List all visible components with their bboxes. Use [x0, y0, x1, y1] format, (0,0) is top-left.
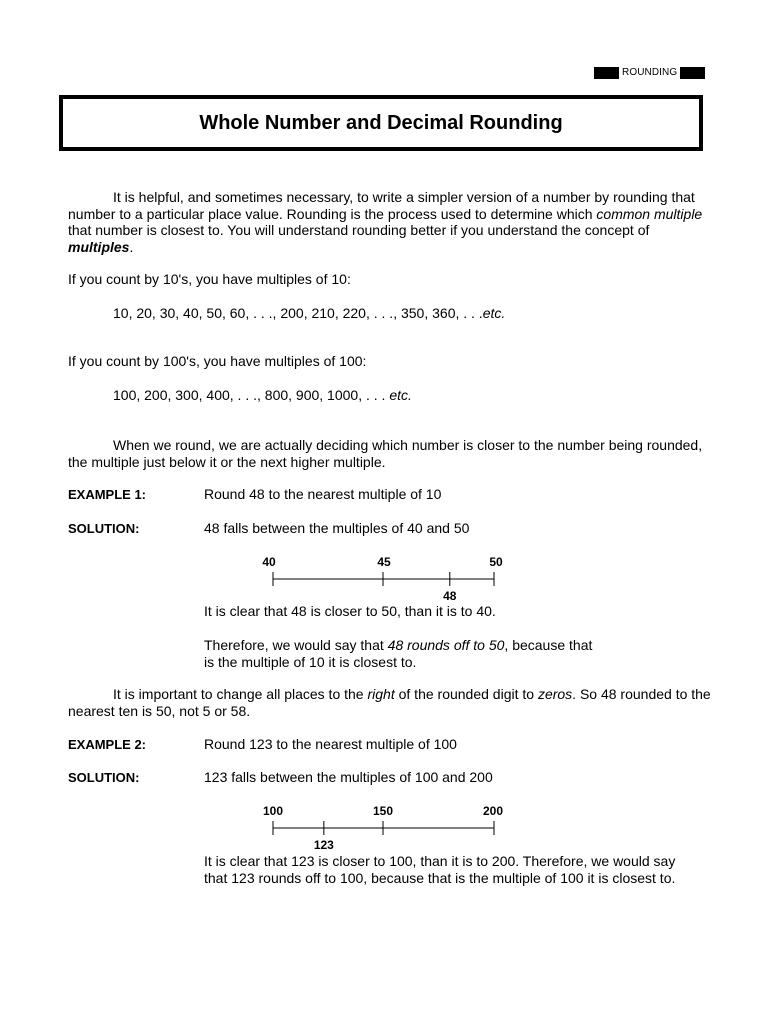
hundreds-sequence — [113, 387, 412, 403]
solution2-label: SOLUTION: — [68, 770, 140, 785]
therefore-text-1: Therefore, we would say that — [204, 637, 388, 653]
section-tag — [594, 66, 705, 79]
hundreds-etc: etc. — [389, 387, 412, 403]
example2-clear: It is clear that 123 is closer to 100, than it is to 200. Therefore, we would say that 123 rounds off to 100, because that is the multiple of 100 it is closest to. — [204, 853, 676, 886]
tens-etc: etc. — [482, 305, 506, 321]
example2-label: EXAMPLE 2: — [68, 737, 147, 752]
number-line-1-mid-label: 45 — [377, 555, 391, 569]
solution1-text: 48 falls between the multiples of 40 and 50 — [204, 520, 470, 536]
example1-therefore — [204, 637, 594, 670]
intro-text-2: that number is closest to. You will understand rounding better if you understand the concept of — [68, 222, 650, 238]
tag-right-bar — [680, 67, 705, 79]
number-line-1 — [255, 552, 515, 604]
hundreds-sequence-values: 100, 200, 300, 400, . . ., 800, 900, 1000, . . . — [113, 387, 390, 403]
intro-bold-multiples: multiples — [68, 238, 130, 255]
intro-text-3: . — [129, 238, 134, 255]
important-text-1: It is important to change all places to the — [113, 686, 368, 702]
section-tag-label: ROUNDING — [622, 67, 678, 78]
example1-clear: It is clear that 48 is closer to 50, than it is to 40. — [204, 603, 496, 619]
number-line-1-max-label: 50 — [489, 555, 503, 569]
intro-italic-common-multiple: common multiple — [596, 205, 703, 222]
intro-text-1: It is helpful, and sometimes necessary, to write a simpler version of a number by rounding that number to a particular place value. Rounding is the process used to determine which — [68, 189, 695, 222]
tens-sequence — [113, 305, 505, 321]
solution1-label: SOLUTION: — [68, 521, 140, 536]
important-italic-zeros: zeros — [537, 686, 573, 702]
number-line-1-point-label: 48 — [443, 589, 457, 603]
important-paragraph — [68, 686, 713, 719]
important-text-2: of the rounded digit to — [394, 686, 538, 702]
important-text-3: . So 48 rounded to the nearest ten is 50, not 5 or 58. — [68, 686, 711, 719]
therefore-text-2: , because that is the multiple of 10 it is closest to. — [204, 637, 593, 670]
example1-label: EXAMPLE 1: — [68, 487, 147, 502]
example2-text: Round 123 to the nearest multiple of 100 — [204, 736, 457, 752]
solution2-text: 123 falls between the multiples of 100 and 200 — [204, 769, 493, 785]
title-box — [59, 95, 703, 151]
round-explain-paragraph: When we round, we are actually deciding which number is closer to the number being rounded, the multiple just below it or the next higher multiple. — [68, 437, 703, 470]
example1-text: Round 48 to the nearest multiple of 10 — [204, 486, 442, 502]
intro-paragraph — [68, 189, 708, 255]
number-line-2-min-label: 100 — [262, 804, 284, 818]
tag-left-bar — [594, 67, 619, 79]
tens-sequence-values: 10, 20, 30, 40, 50, 60, . . ., 200, 210, 220, . . ., 350, 360, . . . — [113, 305, 483, 321]
page-title: Whole Number and Decimal Rounding — [199, 111, 563, 134]
tens-statement: If you count by 10's, you have multiples of 10: — [68, 271, 351, 287]
number-line-2 — [255, 801, 515, 853]
therefore-italic: 48 rounds off to 50 — [387, 637, 505, 653]
important-italic-right: right — [367, 686, 395, 702]
hundreds-statement: If you count by 100's, you have multiples of 100: — [68, 353, 367, 369]
number-line-2-point-label: 123 — [313, 838, 334, 852]
number-line-1-min-label: 40 — [262, 555, 276, 569]
number-line-2-max-label: 200 — [482, 804, 504, 818]
number-line-2-mid-label: 150 — [372, 804, 394, 818]
